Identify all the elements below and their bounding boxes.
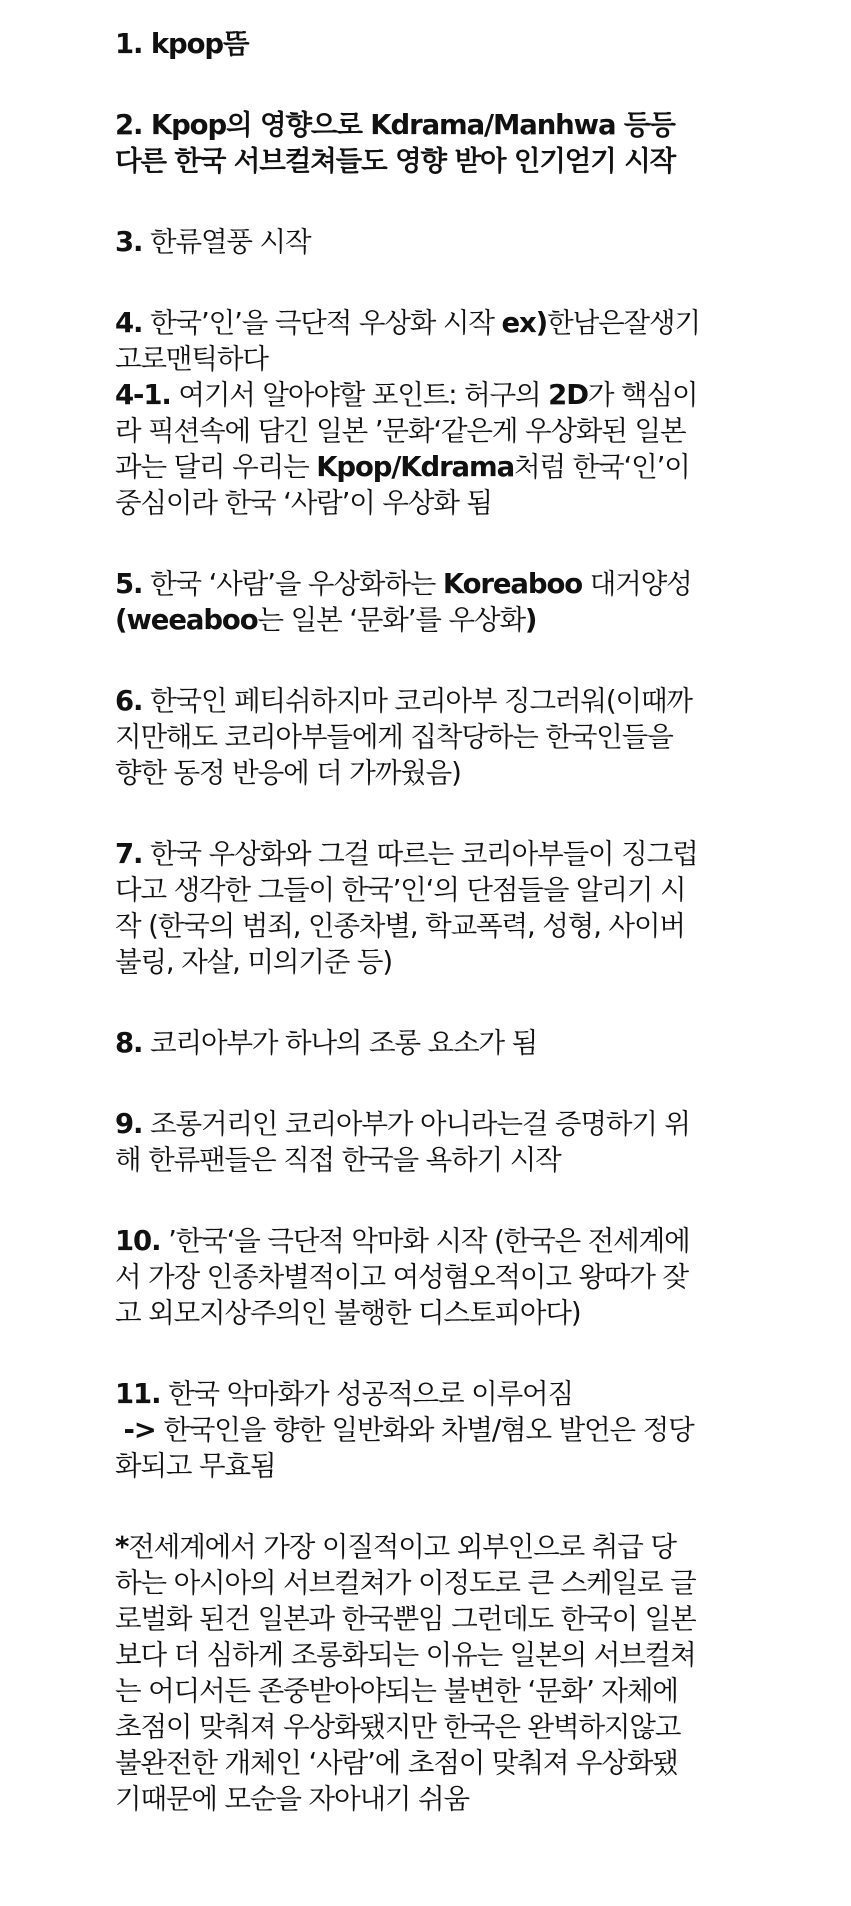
item-text: 조롱거리인 코리아부가 아니라는걸 증명하기 위 <box>142 1108 690 1140</box>
item-number: 11. <box>115 1378 161 1410</box>
item-text: 향한 동정 반응에 더 가까웠음) <box>115 757 461 789</box>
item-text: 라 픽션속에 담긴 일본 ’문화‘같은게 우상화된 일본 <box>115 415 686 447</box>
item-text: 코리아부가 하나의 조롱 요소가 됨 <box>142 1027 538 1059</box>
item-7-line-2 <box>115 872 835 908</box>
item-4-1-line-1 <box>115 377 835 413</box>
item-4-1-line-3 <box>115 449 835 485</box>
item-number: 3. <box>115 226 143 258</box>
item-number: 2. <box>115 109 143 141</box>
item-6-line-2 <box>115 719 835 755</box>
note-line-7 <box>115 1745 835 1781</box>
item-text: 화되고 무효됨 <box>115 1450 276 1482</box>
item-text: 처럼 한국‘인’이 <box>514 451 690 483</box>
item-number: 4-1. <box>115 379 171 411</box>
item-4-1-line-2 <box>115 413 835 449</box>
item-6-line-3 <box>115 755 835 791</box>
item-number: 8. <box>115 1027 143 1059</box>
item-text-bold: ) <box>524 604 537 636</box>
note-line-5 <box>115 1673 835 1709</box>
item-text: 한남은잘생기 <box>547 307 700 339</box>
item-number: 6. <box>115 685 143 717</box>
item-number: 9. <box>115 1108 143 1140</box>
item-text: 한국인 페티쉬하지마 코리아부 징그러워(이때까 <box>142 685 692 717</box>
item-1-line-1 <box>115 26 835 62</box>
item-4-line-1 <box>115 305 835 341</box>
item-7-line-1 <box>115 836 835 872</box>
item-text: 가 핵심이 <box>587 379 698 411</box>
item-text: 한국’인’을 극단적 우상화 시작 <box>142 307 502 339</box>
item-text: 다고 생각한 그들이 한국’인‘의 단점들을 알리기 시 <box>115 874 686 906</box>
item-text-bold: Kpop/Kdrama <box>316 451 515 483</box>
item-text: 작 (한국의 범죄, 인종차별, 학교폭력, 성형, 사이버 <box>115 910 685 942</box>
item-text: 한국 ‘사람’을 우상화하는 <box>142 568 443 600</box>
item-text: 는 일본 ‘문화’를 우상화 <box>257 604 525 636</box>
asterisk: * <box>115 1531 129 1563</box>
note-line-3 <box>115 1601 835 1637</box>
item-5-line-1 <box>115 566 835 602</box>
item-3-line-1 <box>115 224 835 260</box>
note-line-6 <box>115 1709 835 1745</box>
item-4-1-line-4 <box>115 485 835 521</box>
item-text: 불링, 자살, 미의기준 등) <box>115 946 393 978</box>
item-text: Kpop의 영향으로 Kdrama/Manhwa 등등 <box>142 109 675 141</box>
item-text: 한류열풍 시작 <box>142 226 311 258</box>
item-number: 4. <box>115 307 143 339</box>
arrow-text: -> <box>115 1414 156 1446</box>
item-11-line-3 <box>115 1448 835 1484</box>
item-text: 해 한류팬들은 직접 한국을 욕하기 시작 <box>115 1144 561 1176</box>
item-text: 다른 한국 서브컬쳐들도 영향 받아 인기얻기 시작 <box>115 145 676 177</box>
note-line-2 <box>115 1565 835 1601</box>
note-text: 하는 아시아의 서브컬쳐가 이정도로 큰 스케일로 글 <box>115 1567 696 1599</box>
note-line-8 <box>115 1781 835 1817</box>
item-7-line-3 <box>115 908 835 944</box>
item-text: kpop뜸 <box>142 28 249 60</box>
item-text-bold: (weeaboo <box>115 604 258 636</box>
note-text: 초점이 맞춰져 우상화됐지만 한국은 완벽하지않고 <box>115 1711 681 1743</box>
item-8-line-1 <box>115 1025 835 1061</box>
item-text: 지만해도 코리아부들에게 집착당하는 한국인들을 <box>115 721 673 753</box>
item-text: 한국 악마화가 성공적으로 이루어짐 <box>160 1378 573 1410</box>
item-9-line-1 <box>115 1106 835 1142</box>
item-9-line-2 <box>115 1142 835 1178</box>
item-text: 고로맨틱하다 <box>115 343 268 375</box>
note-text: 전세계에서 가장 이질적이고 외부인으로 취급 당 <box>128 1531 676 1563</box>
item-10-line-2 <box>115 1259 835 1295</box>
item-10-line-1 <box>115 1223 835 1259</box>
note-text: 보다 더 심하게 조롱화되는 이유는 일본의 서브컬쳐 <box>115 1639 696 1671</box>
note-line-1 <box>115 1529 835 1565</box>
item-2-line-1 <box>115 107 835 143</box>
item-6-line-1 <box>115 683 835 719</box>
item-text: 중심이라 한국 ‘사람’이 우상화 됨 <box>115 487 492 519</box>
item-7-line-4 <box>115 944 835 980</box>
item-text: 여기서 알아야할 포인트: 허구의 <box>170 379 549 411</box>
item-text: 한국인을 향한 일반화와 차별/혐오 발언은 정당 <box>155 1414 694 1446</box>
item-number: 5. <box>115 568 143 600</box>
item-10-line-3 <box>115 1295 835 1331</box>
note-text: 불완전한 개체인 ‘사람’에 초점이 맞춰져 우상화됐 <box>115 1747 678 1779</box>
item-11-line-2 <box>115 1412 835 1448</box>
item-number: 7. <box>115 838 143 870</box>
item-text: 고 외모지상주의인 불행한 디스토피아다) <box>115 1297 581 1329</box>
item-2-line-2 <box>115 143 835 179</box>
note-text: 로벌화 된건 일본과 한국뿐임 그런데도 한국이 일본 <box>115 1603 696 1635</box>
item-5-line-2 <box>115 602 835 638</box>
item-number: 1. <box>115 28 143 60</box>
item-text: 서 가장 인종차별적이고 여성혐오적이고 왕따가 잦 <box>115 1261 688 1293</box>
item-number: 10. <box>115 1225 161 1257</box>
item-text: ’한국‘을 극단적 악마화 시작 (한국은 전세계에 <box>160 1225 690 1257</box>
item-text-bold: 2D <box>548 379 588 411</box>
item-text: 한국 우상화와 그걸 따르는 코리아부들이 징그럽 <box>142 838 698 870</box>
item-11-line-1 <box>115 1376 835 1412</box>
item-text: 대거양성 <box>582 568 692 600</box>
item-4-line-2 <box>115 341 835 377</box>
note-text: 는 어디서든 존중받아야되는 불변한 ‘문화’ 자체에 <box>115 1675 678 1707</box>
item-text-bold: Koreaboo <box>442 568 583 600</box>
item-text-bold: ex) <box>501 307 548 339</box>
note-text: 기때문에 모순을 자아내기 쉬움 <box>115 1783 469 1815</box>
item-text: 과는 달리 우리는 <box>115 451 317 483</box>
note-line-4 <box>115 1637 835 1673</box>
